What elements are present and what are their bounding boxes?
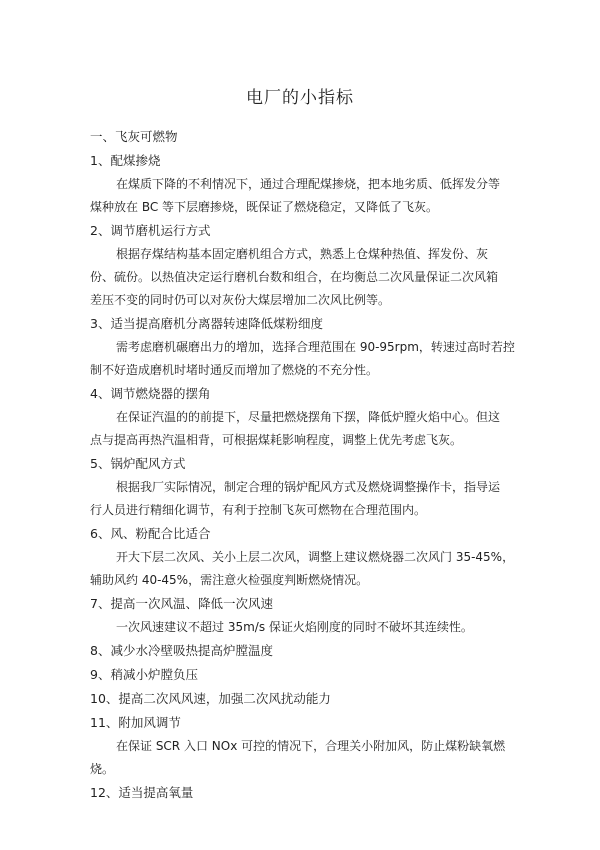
page-title: 电厂的小指标: [246, 88, 354, 108]
document-body: [90, 125, 520, 805]
item-7-text: 一次风速建议不超过 35m/s 保证火焰刚度的同时不破坏其连续性。: [116, 620, 473, 634]
item-1-text: 在煤质下降的不利情况下，通过合理配煤掺烧，把本地劣质、低挥发分等 煤种放在 BC 等下层磨掺烧，既保证了燃烧稳定，又降低了飞灰。: [90, 177, 501, 214]
item-7-heading: 7、提高一次风温、降低一次风速: [90, 596, 273, 611]
item-4-text: 在保证汽温的的前提下，尽量把燃烧摆角下摆，降低炉膛火焰中心。但这 点与提高再热汽温相背，可根据煤耗影响程度，调整上优先考虑飞灰。: [90, 410, 501, 447]
item-5-text: 根据我厂实际情况，制定合理的锅炉配风方式及燃烧调整操作卡，指导运 行人员进行精细化调节，有利于控制飞灰可燃物在合理范围内。: [90, 480, 501, 517]
item-9-heading: 9、稍减小炉膛负压: [90, 667, 198, 682]
item-1-heading: 1、配煤掺烧: [90, 153, 161, 168]
item-5-heading: 5、锅炉配风方式: [90, 456, 186, 471]
item-10-heading: 10、提高二次风风速，加强二次风扰动能力: [90, 691, 331, 706]
item-11-text: 在保证 SCR 入口 NOx 可控的情况下，合理关小附加风，防止煤粉缺氧燃 烧。: [90, 739, 506, 776]
item-6-text: 开大下层二次风、关小上层二次风，调整上建议燃烧器二次风门 35-45%， 辅助风约 40-45%，需注意火检强度判断燃烧情况。: [90, 550, 515, 587]
item-4-heading: 4、调节燃烧器的摆角: [90, 386, 211, 401]
item-8-heading: 8、减少水冷壁吸热提高炉膛温度: [90, 643, 273, 658]
section-heading: 一、飞灰可燃物: [90, 129, 178, 144]
item-12-heading: 12、适当提高氧量: [90, 785, 194, 800]
item-11-heading: 11、附加风调节: [90, 715, 181, 730]
item-2-text: 根据存煤结构基本固定磨机组合方式，熟悉上仓煤种热值、挥发份、灰 份、硫份。以热值决定运行磨机台数和组合，在均衡总二次风量保证二次风箱 差压不变的同时仍可以对灰份大煤层增加二次风比例等。: [90, 247, 499, 307]
item-2-heading: 2、调节磨机运行方式: [90, 223, 211, 238]
item-3-text: 需考虑磨机碾磨出力的增加，选择合理范围在 90-95rpm，转速过高时若控 制不好造成磨机时堵时通反而增加了燃烧的不充分性。: [90, 340, 515, 377]
item-6-heading: 6、风、粉配合比适合: [90, 526, 211, 541]
item-3-heading: 3、适当提高磨机分离器转速降低煤粉细度: [90, 316, 323, 331]
